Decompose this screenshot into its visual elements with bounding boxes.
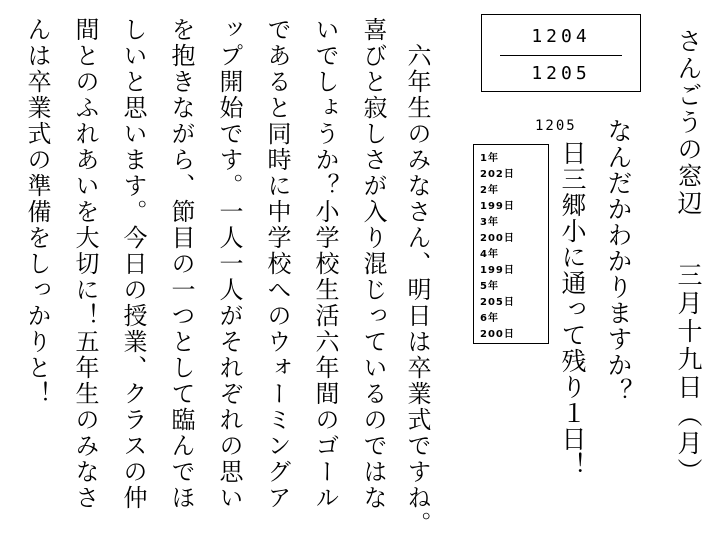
- grade-days: 199日: [480, 201, 515, 212]
- column-date: 三月十九日（月）: [674, 262, 703, 486]
- total-days-label: 1205: [535, 118, 577, 134]
- fraction-denominator: 1205: [531, 63, 591, 84]
- grade-label: 3年: [480, 217, 499, 228]
- body-line: いでしょうか？小学校生活六年間のゴール: [311, 17, 339, 511]
- body-line: しいと思います。今日の授業、クラスの仲: [119, 17, 147, 511]
- fraction-box: [481, 14, 641, 92]
- grade-days: 205日: [480, 297, 515, 308]
- body-line: 喜びと寂しさが入り混じっているのではな: [359, 17, 387, 511]
- grade-label: 2年: [480, 185, 499, 196]
- grade-label: 4年: [480, 249, 499, 260]
- grade-days: 200日: [480, 329, 515, 340]
- body-line: であると同時に中学校へのウォーミングア: [263, 17, 291, 511]
- grade-days: 202日: [480, 169, 515, 180]
- grade-days: 199日: [480, 265, 515, 276]
- fraction-numerator: 1204: [531, 26, 591, 47]
- column-title: さんごうの窓辺: [674, 28, 703, 217]
- grade-days: 200日: [480, 233, 515, 244]
- body-line: ップ開始です。一人一人がそれぞれの思い: [215, 17, 243, 511]
- question-line-2: 日三郷小に通って残り１日！: [558, 140, 587, 478]
- grade-label: 1年: [480, 153, 499, 164]
- grade-days-box: [473, 144, 549, 344]
- body-line: んは卒業式の準備をしっかりと！: [23, 17, 51, 407]
- fraction-divider: [500, 55, 622, 56]
- body-line: を抱きながら、節目の一つとして臨んでほ: [167, 17, 195, 511]
- question-line-1: なんだかわかりますか？: [604, 118, 633, 404]
- body-line: 間とのふれあいを大切に！五年生のみなさ: [71, 17, 99, 511]
- body-line: 六年生のみなさん、明日は卒業式ですね。: [403, 43, 431, 537]
- grade-label: 6年: [480, 313, 499, 324]
- grade-label: 5年: [480, 281, 499, 292]
